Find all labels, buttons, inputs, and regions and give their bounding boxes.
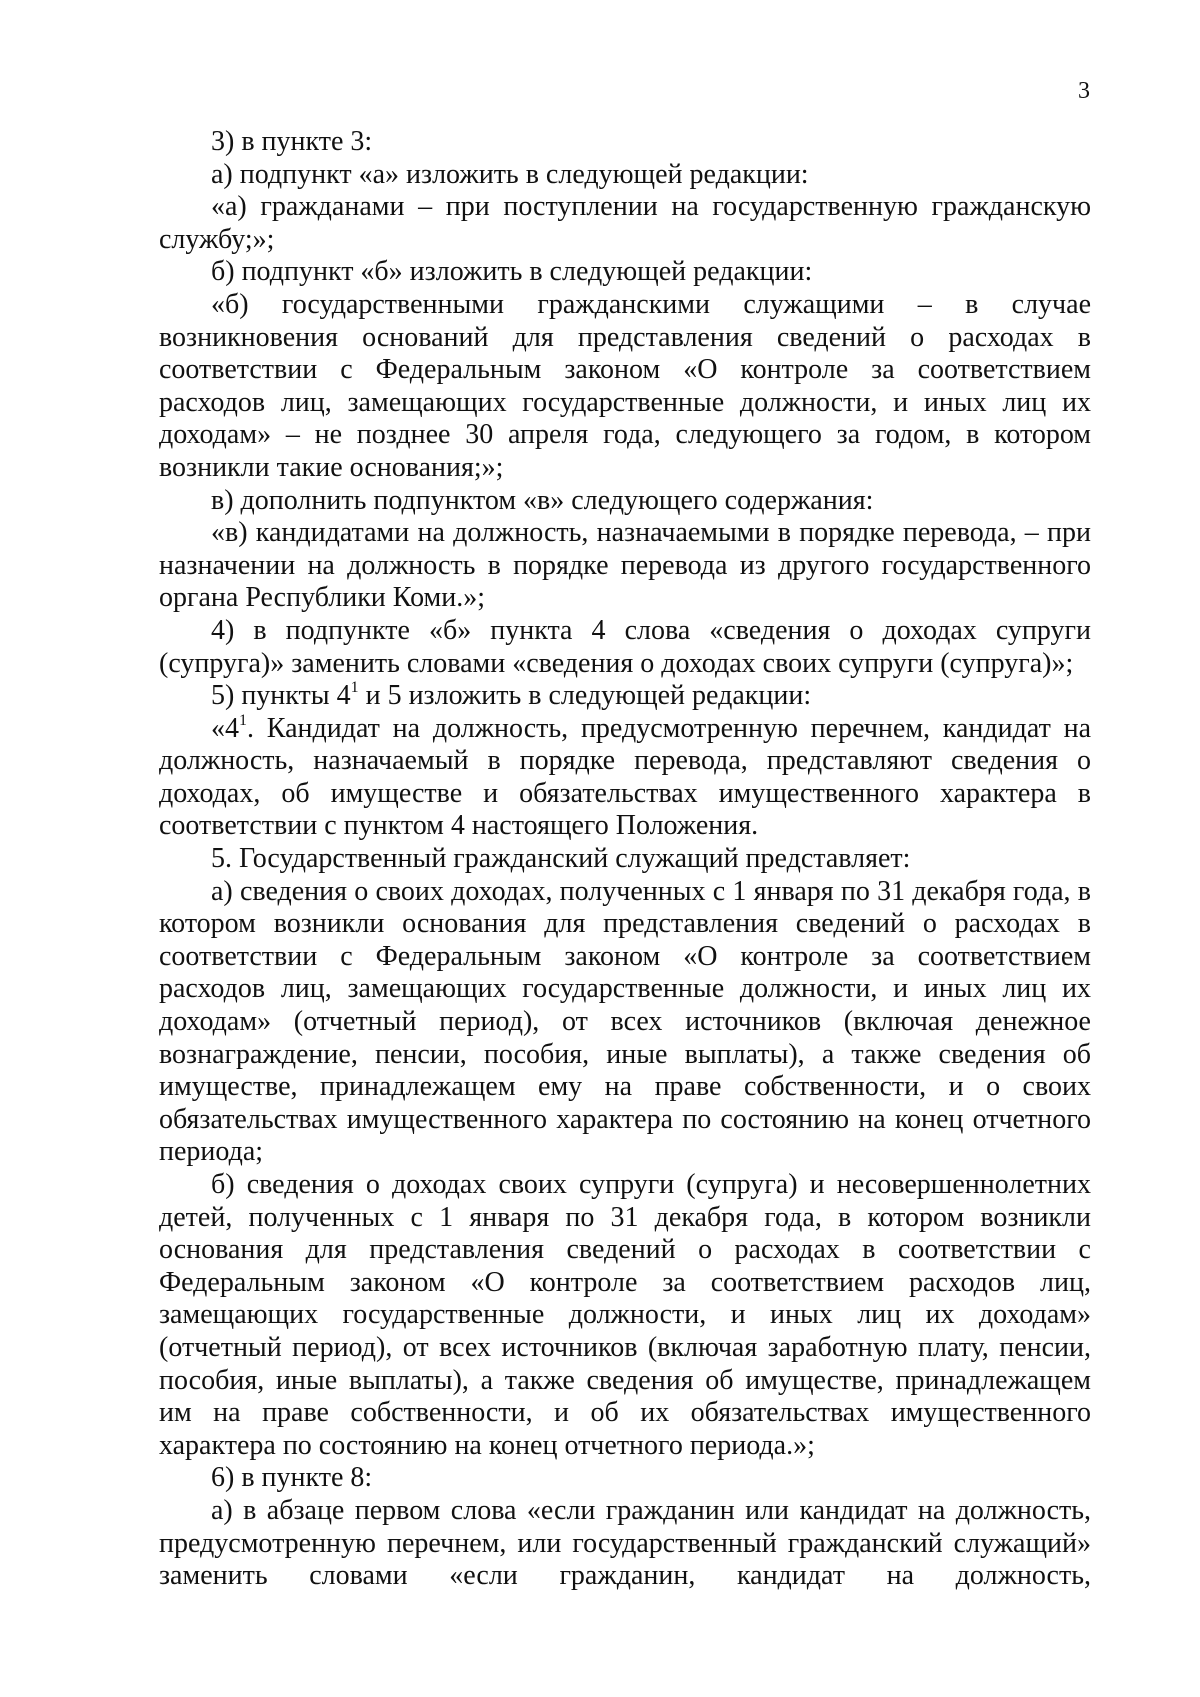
paragraph-quote-4-1 (159, 713, 1091, 843)
paragraph-item-6-a: а) в абзаце первом слова «если гражданин или кандидат на должность, предусмотренную перечнем, или государственный гражданский служащий» заменить словами «если гражданин, кандидат на должность, (159, 1494, 1091, 1592)
paragraph-text-after-sup: . Кандидат на должность, предусмотренную перечнем, кандидат на должность, назначаемый в порядке перевода, представляют сведения о доходах, об имуществе и обязательствах имущественного характера в соответствии с пунктом 4 настоящего Положения. (159, 712, 1091, 842)
paragraph-quote-v: «в) кандидатами на должность, назначаемыми в порядке перевода, – при назначении на должность в порядке перевода из другого государственного органа Республики Коми.»; (159, 517, 1091, 614)
paragraph-item-5 (159, 680, 1091, 713)
paragraph-point-5-b: б) сведения о доходах своих супруги (супруга) и несовершеннолетних детей, полученных с 1 января по 31 декабря года, в котором возникли основания для представления сведений о расходах в соответствии с Федеральным законом «О контроле за соответствием расходов лиц, замещающих государственные должности, и иных лиц их доходам» (отчетный период), от всех источников (включая заработную плату, пенсии, пособия, иные выплаты), а также сведения об имуществе, принадлежащем им на праве собственности, и об их обязательствах имущественного характера по состоянию на конец отчетного периода.»; (159, 1169, 1091, 1461)
paragraph-quote-a: «а) гражданами – при поступлении на государственную гражданскую службу;»; (159, 191, 1091, 255)
paragraph-point-5-a: а) сведения о своих доходах, полученных с 1 января по 31 декабря года, в котором возникли основания для представления сведений о расходах в соответствии с Федеральным законом «О контроле за соответствием расходов лиц, замещающих государственные должности, и иных лиц их доходам» (отчетный период), от всех источников (включая денежное вознаграждение, пенсии, пособия, иные выплаты), а также сведения об имуществе, принадлежащем ему на праве собственности, и о своих обязательствах имущественного характера по состоянию на конец отчетного периода; (159, 875, 1091, 1168)
paragraph-quote-b: «б) государственными гражданскими служащими – в случае возникновения оснований для представления сведений о расходах в соответствии с Федеральным законом «О контроле за соответствием расходов лиц, замещающих государственные должности, и иных лиц их доходам» – не позднее 30 апреля года, следующего за годом, в котором возникли такие основания;»; (159, 288, 1091, 483)
paragraph-text-before-sup: 5) пункты 4 (211, 680, 351, 712)
paragraph-point-5: 5. Государственный гражданский служащий представляет: (211, 843, 911, 875)
paragraph-subitem-v: в) дополнить подпунктом «в» следующего содержания: (211, 484, 874, 516)
superscript: 1 (239, 711, 247, 729)
paragraph-item-6: 6) в пункте 8: (211, 1462, 373, 1494)
paragraph-text-before-sup: «4 (211, 712, 239, 744)
paragraph-item-4: 4) в подпункте «б» пункта 4 слова «сведения о доходах супруги (супруга)» заменить словами «сведения о доходах своих супруги (супруга)»; (159, 614, 1091, 679)
paragraph-subitem-b: б) подпункт «б» изложить в следующей редакции: (211, 256, 813, 288)
document-body (159, 126, 1091, 1593)
paragraph-subitem-a: а) подпункт «а» изложить в следующей редакции: (211, 158, 809, 190)
page-number: 3 (1078, 78, 1090, 104)
paragraph-text-after-sup: и 5 изложить в следующей редакции: (358, 680, 812, 712)
superscript: 1 (350, 679, 359, 697)
paragraph-item-3: 3) в пункте 3: (211, 126, 373, 157)
